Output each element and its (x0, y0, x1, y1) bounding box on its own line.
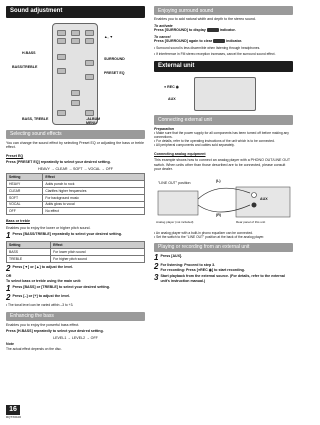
playing-recording-header: Playing or recording from an external unit (154, 243, 293, 252)
or-label: OR (6, 274, 12, 279)
diagram-l-label: (L) (216, 178, 221, 183)
surround-note-2: • If interference in FM stereo reception increases, cancel the surround sound effect. (154, 51, 276, 56)
table-row (7, 187, 145, 194)
up-arrow-button (71, 90, 80, 96)
ext-step-2: 2 For listening: Proceed to step 3. For recording: Press [●REC ◉] to start recording. (154, 262, 245, 272)
table-row (7, 194, 145, 201)
enhancing-cycle: LEVEL1 → LEVEL2 → OFF (53, 335, 98, 340)
remote-button (85, 38, 94, 44)
remote-button (85, 110, 94, 116)
effect-cell: Adds punch to rock (43, 181, 145, 188)
setting-cell: HEAVY (7, 181, 43, 188)
cancel-text: Press [SURROUND] again to clear (154, 39, 213, 44)
analog-note-1: • An analog player with a built-in phono equalizer can be connected. (154, 230, 254, 235)
diagram-aux-label: AUX (260, 196, 268, 201)
selecting-sound-effects-header: Selecting sound effects (6, 130, 145, 139)
remote-button (57, 38, 66, 44)
preset-eq-table (6, 173, 145, 215)
remote-illustration (6, 21, 145, 126)
callout-aux: AUX (168, 97, 176, 102)
activate-heading: To activate (154, 23, 173, 28)
cancel-heading: To cancel (154, 34, 171, 39)
diagram-line-out-label: "LINE OUT" position (158, 180, 191, 185)
callout-bass-treble-bottom: BASS, TREBLE (22, 116, 49, 121)
connection-diagram (154, 175, 293, 231)
callout-hbass: H.BASS (22, 50, 36, 55)
step-text: Press [–] or [+] to adjust the level. (12, 294, 71, 299)
external-unit-header: External unit (154, 61, 293, 73)
step-text: Press [BASS/TREBLE] repeatedly to select your desired setting. (12, 232, 122, 237)
remote-button (57, 110, 66, 116)
main-unit-heading: To select bass or treble using the main unit: (6, 278, 82, 283)
mu-step-2: 2 Press [–] or [+] to adjust the level. (6, 293, 71, 303)
cancel-line (154, 39, 293, 43)
note-heading: Note (6, 342, 14, 347)
preset-eq-button (85, 74, 94, 80)
sound-adjustment-header: Sound adjustment (6, 6, 145, 18)
note-text: The actual effect depends on the disc. (6, 346, 62, 351)
setting-cell: TREBLE (7, 256, 51, 263)
activate-text: Press [SURROUND] to display (154, 28, 206, 33)
effect-cell: For lower pitch sound (51, 249, 145, 256)
surround-indicator-icon (207, 28, 219, 32)
analog-heading: Connecting analog equipment (154, 151, 206, 156)
bass-treble-heading: Bass or treble (6, 219, 30, 224)
setting-cell: SOFT (7, 194, 43, 201)
page-number: 16 (6, 405, 20, 415)
main-unit-icon (194, 77, 256, 111)
callout-album-menu: -ALBUM MENU (86, 116, 101, 125)
activate-line (154, 28, 293, 32)
diagram-player-label: Analog player (not included) (156, 219, 194, 224)
document-code: RQTX0100 (6, 415, 22, 419)
external-unit-illustration (154, 75, 293, 111)
effect-cell: Adds gloss to vocal (43, 201, 145, 208)
table-row (7, 201, 145, 208)
surround-header: Enjoying surround sound (154, 6, 293, 15)
prep-1: • Make sure that the power supply for all components has been turned off before making any connections. (154, 131, 289, 140)
table-row (7, 181, 145, 188)
surround-intro: Enables you to add natural width and depth to the stereo sound. (154, 17, 256, 22)
effect-cell: No effect (43, 208, 145, 215)
remote-button (71, 30, 80, 36)
remote-button (85, 30, 94, 36)
left-column (6, 6, 145, 351)
diagram-rear-label: Rear panel of this unit (236, 219, 266, 224)
setting-cell: VOCAL (7, 201, 43, 208)
setting-cell: BASS (7, 249, 51, 256)
callout-preset-eq: PRESET EQ (104, 70, 125, 75)
table-row (7, 208, 145, 215)
table-header: Effect (43, 174, 145, 181)
table-row (7, 256, 145, 263)
table-header: Setting (7, 174, 43, 181)
callout-arrows: ▲, ▼ (104, 34, 114, 39)
analog-player-icon (158, 191, 198, 215)
remote-button (57, 30, 66, 36)
rear-panel-icon (236, 187, 290, 217)
table-header: Setting (7, 242, 51, 249)
diagram-r-label: (R) (216, 212, 221, 217)
step-2-text (160, 263, 244, 272)
step-text: Press [▼] or [▲] to adjust the level. (12, 264, 74, 269)
prep-2: • For details, refer to the operating instructions of the unit which is to be connected. (154, 139, 275, 144)
enhancing-intro: Enables you to enjoy the powerful bass effect. (6, 322, 80, 327)
step-text: Press [AUX]. (160, 253, 183, 258)
enhancing-instruction: Press [H.BASS] repeatedly to select your desired setting. (6, 329, 104, 334)
cancel-end: indicator. (226, 39, 243, 44)
bass-treble-intro: Enables you to enjoy the lower or higher pitch sound. (6, 225, 91, 230)
prep-3: • All peripheral components and cables sold separately. (154, 143, 235, 148)
ext-step-3: 3 Start playback from the external source. (For details, refer to the external unit's instruction manual.) (154, 274, 293, 283)
activate-end: indicator. (219, 28, 236, 33)
step-1: 1 Press [BASS/TREBLE] repeatedly to select your desired setting. (6, 231, 122, 241)
enhancing-bass-header: Enhancing the bass (6, 312, 145, 321)
effect-cell: For higher pitch sound (51, 256, 145, 263)
surround-note-1: • Surround sound is less discernible when listening through headphones. (154, 45, 261, 50)
mu-step-1: 1 Press [BASS] or [TREBLE] to select your desired setting. (6, 284, 110, 294)
step-text: For listening: Proceed to step 3. (160, 263, 216, 268)
jack-l-icon (252, 192, 257, 197)
effect-cell: Clarifies higher frequencies (43, 187, 145, 194)
table-row (7, 249, 145, 256)
connecting-external-header: Connecting external unit (154, 115, 293, 124)
selecting-intro: You can change the sound effect by selecting Preset EQ or adjusting the bass or treble effect. (6, 140, 145, 150)
step-text: Press [BASS] or [TREBLE] to select your desired setting. (12, 285, 110, 290)
setting-cell: CLEAR (7, 187, 43, 194)
preset-eq-instruction: Press [PRESET EQ] repeatedly to select your desired setting. (6, 160, 111, 165)
setting-cell: OFF (7, 208, 43, 215)
jack-r-icon (252, 202, 257, 207)
surround-indicator-icon (213, 39, 225, 43)
remote-button (71, 38, 80, 44)
callout-surround: SURROUND (104, 56, 125, 61)
bass-treble-button (57, 68, 66, 74)
hbass-button (57, 54, 66, 60)
callout-bass-treble: BASS/TREBLE (12, 64, 38, 69)
preset-eq-cycle: HEAVY → CLEAR → SOFT → VOCAL → OFF (38, 166, 113, 171)
preset-eq-heading: Preset EQ (6, 153, 24, 158)
table-header: Effect (51, 242, 145, 249)
analog-text: This example shows how to connect an analog player with a PHONO OUT/LINE OUT switch. When units other than those described are to be connected, please consult your dealer. (154, 158, 290, 172)
right-column (154, 6, 293, 285)
ext-step-1: 1 Press [AUX]. (154, 252, 183, 262)
level-note: • The tonal level can be varied within –3 to +3. (6, 303, 74, 308)
bass-treble-table (6, 241, 145, 263)
step-text: For recording: Press [●REC ◉] to start recording. (160, 267, 245, 272)
analog-note-2: • Set the switch to the "LINE OUT" position at the back of the analog player. (154, 234, 265, 239)
step-text: Start playback from the external source. (For details, refer to the external unit's instruction manual.) (160, 274, 285, 283)
down-arrow-button (71, 100, 80, 106)
effect-cell: For background music (43, 194, 145, 201)
callout-rec: ● REC ◉ (164, 85, 179, 90)
preparation-heading: Preparation (154, 126, 174, 131)
step-2: 2 Press [▼] or [▲] to adjust the level. (6, 263, 74, 273)
surround-button (85, 60, 94, 66)
remote-control-icon (52, 23, 101, 125)
